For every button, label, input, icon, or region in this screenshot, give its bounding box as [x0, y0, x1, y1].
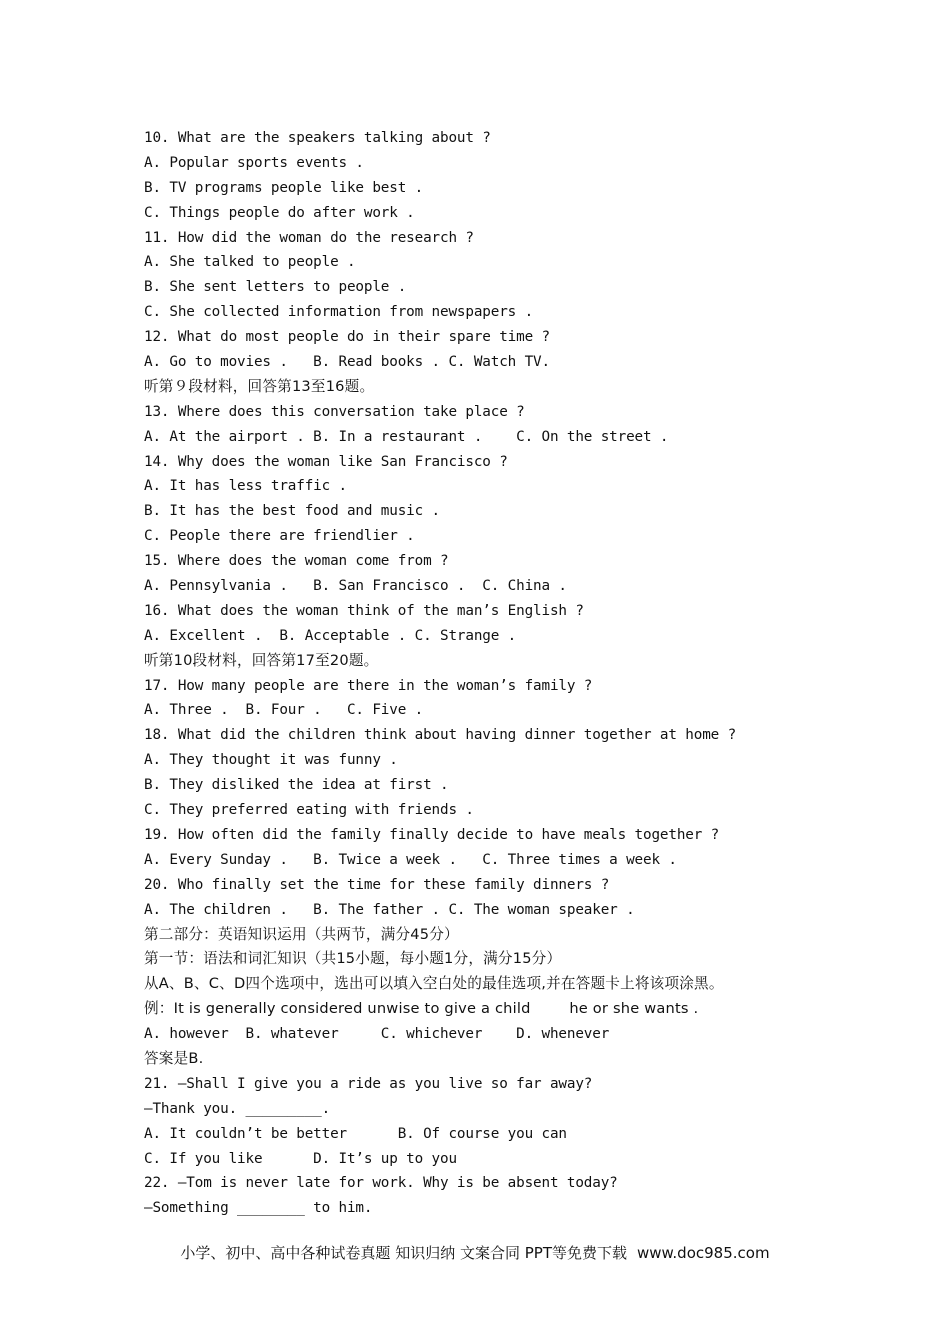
dialogue-line: —Something ________ to him. [144, 1200, 373, 1217]
question-18: 18. What did the children think about having dinner together at home ? [144, 727, 737, 744]
option-line: C. People there are friendlier . [144, 528, 415, 545]
question-13: 13. Where does this conversation take place ? [144, 403, 525, 420]
option-line: A. Every Sunday . B. Twice a week . C. Three times a week . [144, 851, 677, 868]
part-heading: 第二部分：英语知识运用（共两节，满分45分） [144, 925, 459, 943]
option-line: C. She collected information from newspapers . [144, 304, 534, 321]
section-heading: 第一节：语法和词汇知识（共15小题，每小题1分，满分15分） [144, 950, 562, 968]
option-line: A. The children . B. The father . C. The woman speaker . [144, 901, 635, 918]
option-line: A. She talked to people . [144, 254, 356, 271]
option-line: A. Three . B. Four . C. Five . [144, 702, 424, 719]
option-line: B. TV programs people like best . [144, 179, 424, 196]
question-15: 15. Where does the woman come from ? [144, 553, 449, 570]
question-17: 17. How many people are there in the woman’s family ? [144, 677, 593, 694]
option-line: A. It couldn’t be better B. Of course you can [144, 1125, 567, 1142]
option-line: A. It has less traffic . [144, 478, 347, 495]
option-line: C. They preferred eating with friends . [144, 802, 474, 819]
example-question: 例：It is generally considered unwise to give a child he or she wants . [144, 1000, 699, 1018]
option-line: B. She sent letters to people . [144, 279, 407, 296]
option-line: C. If you like D. It’s up to you [144, 1150, 457, 1167]
section-instruction: 听第９段材料，回答第13至16题。 [144, 377, 375, 395]
option-line: A. They thought it was funny . [144, 752, 398, 769]
option-line: A. Pennsylvania . B. San Francisco . C. China . [144, 578, 567, 595]
dialogue-line: —Thank you. _________. [144, 1100, 331, 1117]
question-22: 22. —Tom is never late for work. Why is be absent today? [144, 1175, 618, 1192]
question-19: 19. How often did the family finally decide to have meals together ? [144, 826, 720, 843]
question-12: 12. What do most people do in their spare time ? [144, 329, 550, 346]
question-14: 14. Why does the woman like San Francisco ? [144, 453, 508, 470]
option-line: A. At the airport . B. In a restaurant . C. On the street . [144, 428, 669, 445]
question-16: 16. What does the woman think of the man’s English ? [144, 602, 584, 619]
question-20: 20. Who finally set the time for these family dinners ? [144, 876, 610, 893]
page-footer [0, 1242, 950, 1263]
example-answer: 答案是B. [144, 1049, 204, 1067]
footer-url: www.doc985.com [636, 1244, 770, 1262]
section-instruction: 听第10段材料，回答第17至20题。 [144, 651, 379, 669]
question-10: 10. What are the speakers talking about ? [144, 130, 491, 146]
option-line: A. Excellent . B. Acceptable . C. Strange . [144, 627, 517, 644]
option-line: A. Popular sports events . [144, 154, 364, 171]
option-line: A. however B. whatever C. whichever D. whenever [144, 1026, 610, 1043]
option-line: B. It has the best food and music . [144, 503, 441, 520]
exam-content [144, 126, 824, 1221]
footer-text: 小学、初中、高中各种试卷真题 知识归纳 文案合同 PPT等免费下载 [180, 1244, 627, 1262]
question-11: 11. How did the woman do the research ? [144, 229, 474, 246]
option-line: A. Go to movies . B. Read books . C. Watch TV. [144, 354, 550, 371]
option-line: B. They disliked the idea at first . [144, 777, 449, 794]
question-21: 21. —Shall I give you a ride as you live so far away? [144, 1075, 593, 1092]
option-line: C. Things people do after work . [144, 204, 415, 221]
section-instruction: 从A、B、C、D四个选项中，选出可以填入空白处的最佳选项,并在答题卡上将该项涂黑。 [144, 975, 724, 993]
